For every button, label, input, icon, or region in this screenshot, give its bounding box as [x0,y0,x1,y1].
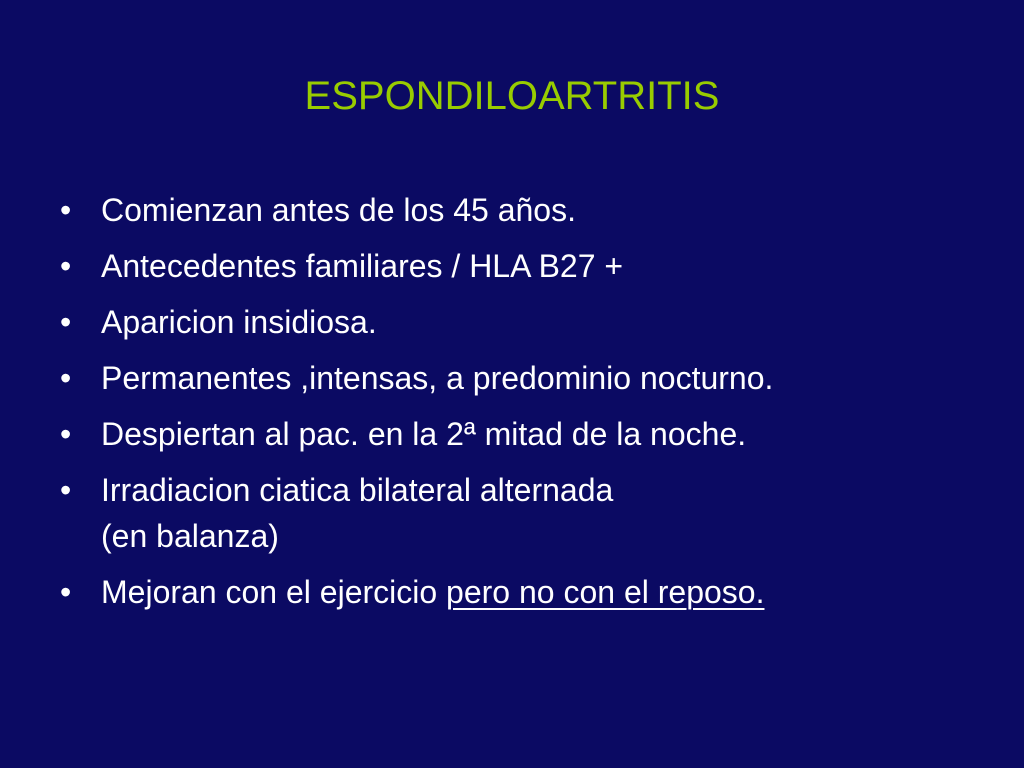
bullet-item [60,355,1000,401]
bullet-dot-icon: • [60,304,72,340]
bullet-dot-icon: • [60,192,72,228]
bullet-text-line [101,569,1000,615]
bullet-text-continuation: (en balanza) [101,518,279,554]
bullet-item [60,411,1000,457]
bullet-text: Mejoran con el ejercicio [101,574,447,610]
bullet-item [60,569,1000,615]
slide-title: ESPONDILOARTRITIS [304,74,720,118]
bullet-dot-icon: • [60,248,72,284]
bullet-text: Permanentes ,intensas, a predominio nocturno. [101,360,774,396]
bullet-text: Antecedentes familiares / HLA B27 + [101,248,624,284]
bullet-item [60,187,1000,233]
bullet-text: Despiertan al pac. en la 2ª mitad de la noche. [101,416,747,452]
bullet-text: Comienzan antes de los 45 años. [101,192,576,228]
bullet-dot-icon: • [60,416,72,452]
underlined-emphasis-text: pero no con el reposo. [446,574,765,610]
bullet-item [60,467,1000,559]
bullet-dot-icon: • [60,574,72,610]
bullet-text: Aparicion insidiosa. [101,304,377,340]
bullet-item [60,243,1000,289]
bullet-item [60,299,1000,345]
bullet-dot-icon: • [60,360,72,396]
bullet-dot-icon: • [60,472,72,508]
bullet-text: Irradiacion ciatica bilateral alternada [101,472,614,508]
bullet-list [60,187,1000,625]
